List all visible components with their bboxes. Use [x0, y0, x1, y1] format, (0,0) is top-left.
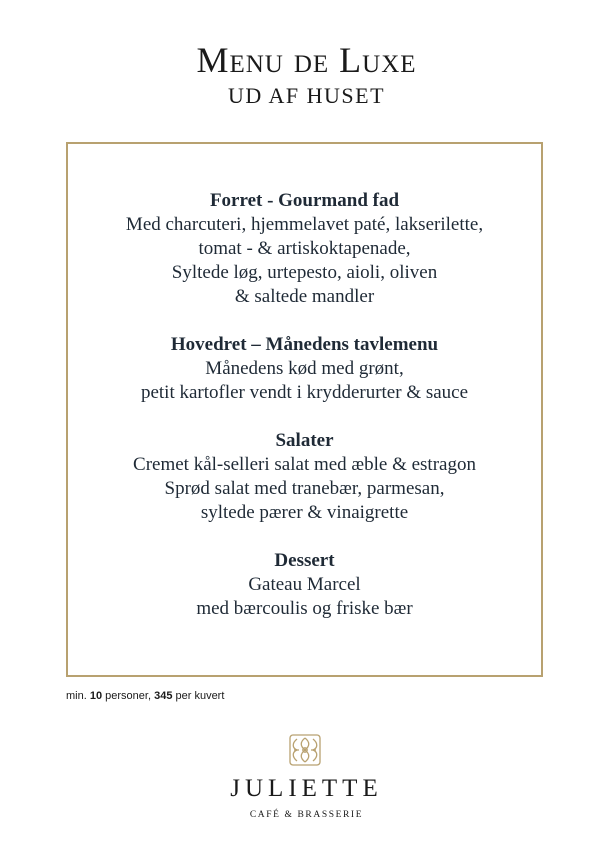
- course-line: petit kartofler vendt i krydderurter & sauce: [140, 382, 469, 403]
- course-heading: Salater: [275, 430, 334, 451]
- course-heading: Forret - Gourmand fad: [209, 190, 400, 211]
- menu-title: Menu de Luxe: [196, 40, 417, 80]
- price-value: 345: [154, 690, 173, 702]
- course-line: syltede pærer & vinaigrette: [200, 502, 409, 523]
- course-main: [68, 333, 541, 405]
- menu-subtitle: UD AF HUSET: [227, 83, 386, 108]
- course-line: med bærcoulis og friske bær: [196, 598, 413, 619]
- price-label: per kuvert: [172, 690, 225, 702]
- min-persons-value: 10: [89, 690, 103, 702]
- course-heading: Dessert: [274, 550, 335, 571]
- menu-body: [68, 189, 541, 645]
- pricing-footnote: [66, 688, 224, 704]
- course-line: Cremet kål-selleri salat med æble & estragon: [133, 454, 476, 475]
- course-line: & saltede mandler: [234, 286, 375, 307]
- brand-name: JULIETTE: [230, 775, 383, 802]
- course-heading: Hovedret – Månedens tavlemenu: [170, 334, 439, 355]
- menu-frame: [66, 142, 543, 677]
- course-line: Med charcuteri, hjemmelavet paté, lakserilette,: [125, 214, 484, 235]
- course-line: Gateau Marcel: [248, 574, 361, 595]
- course-line: tomat - & artiskoktapenade,: [198, 238, 411, 259]
- brand-tagline: CAFÉ & BRASSERIE: [249, 810, 364, 820]
- course-line: Syltede løg, urtepesto, aioli, oliven: [171, 262, 438, 283]
- course-starter: [68, 189, 541, 309]
- persons-label: personer,: [102, 690, 155, 702]
- footnote-prefix: min.: [66, 690, 90, 702]
- course-line: Månedens kød med grønt,: [205, 358, 404, 379]
- ornamental-monogram-icon: [288, 733, 322, 767]
- course-dessert: [68, 549, 541, 621]
- course-salads: [68, 429, 541, 525]
- course-line: Sprød salat med tranebær, parmesan,: [164, 478, 445, 499]
